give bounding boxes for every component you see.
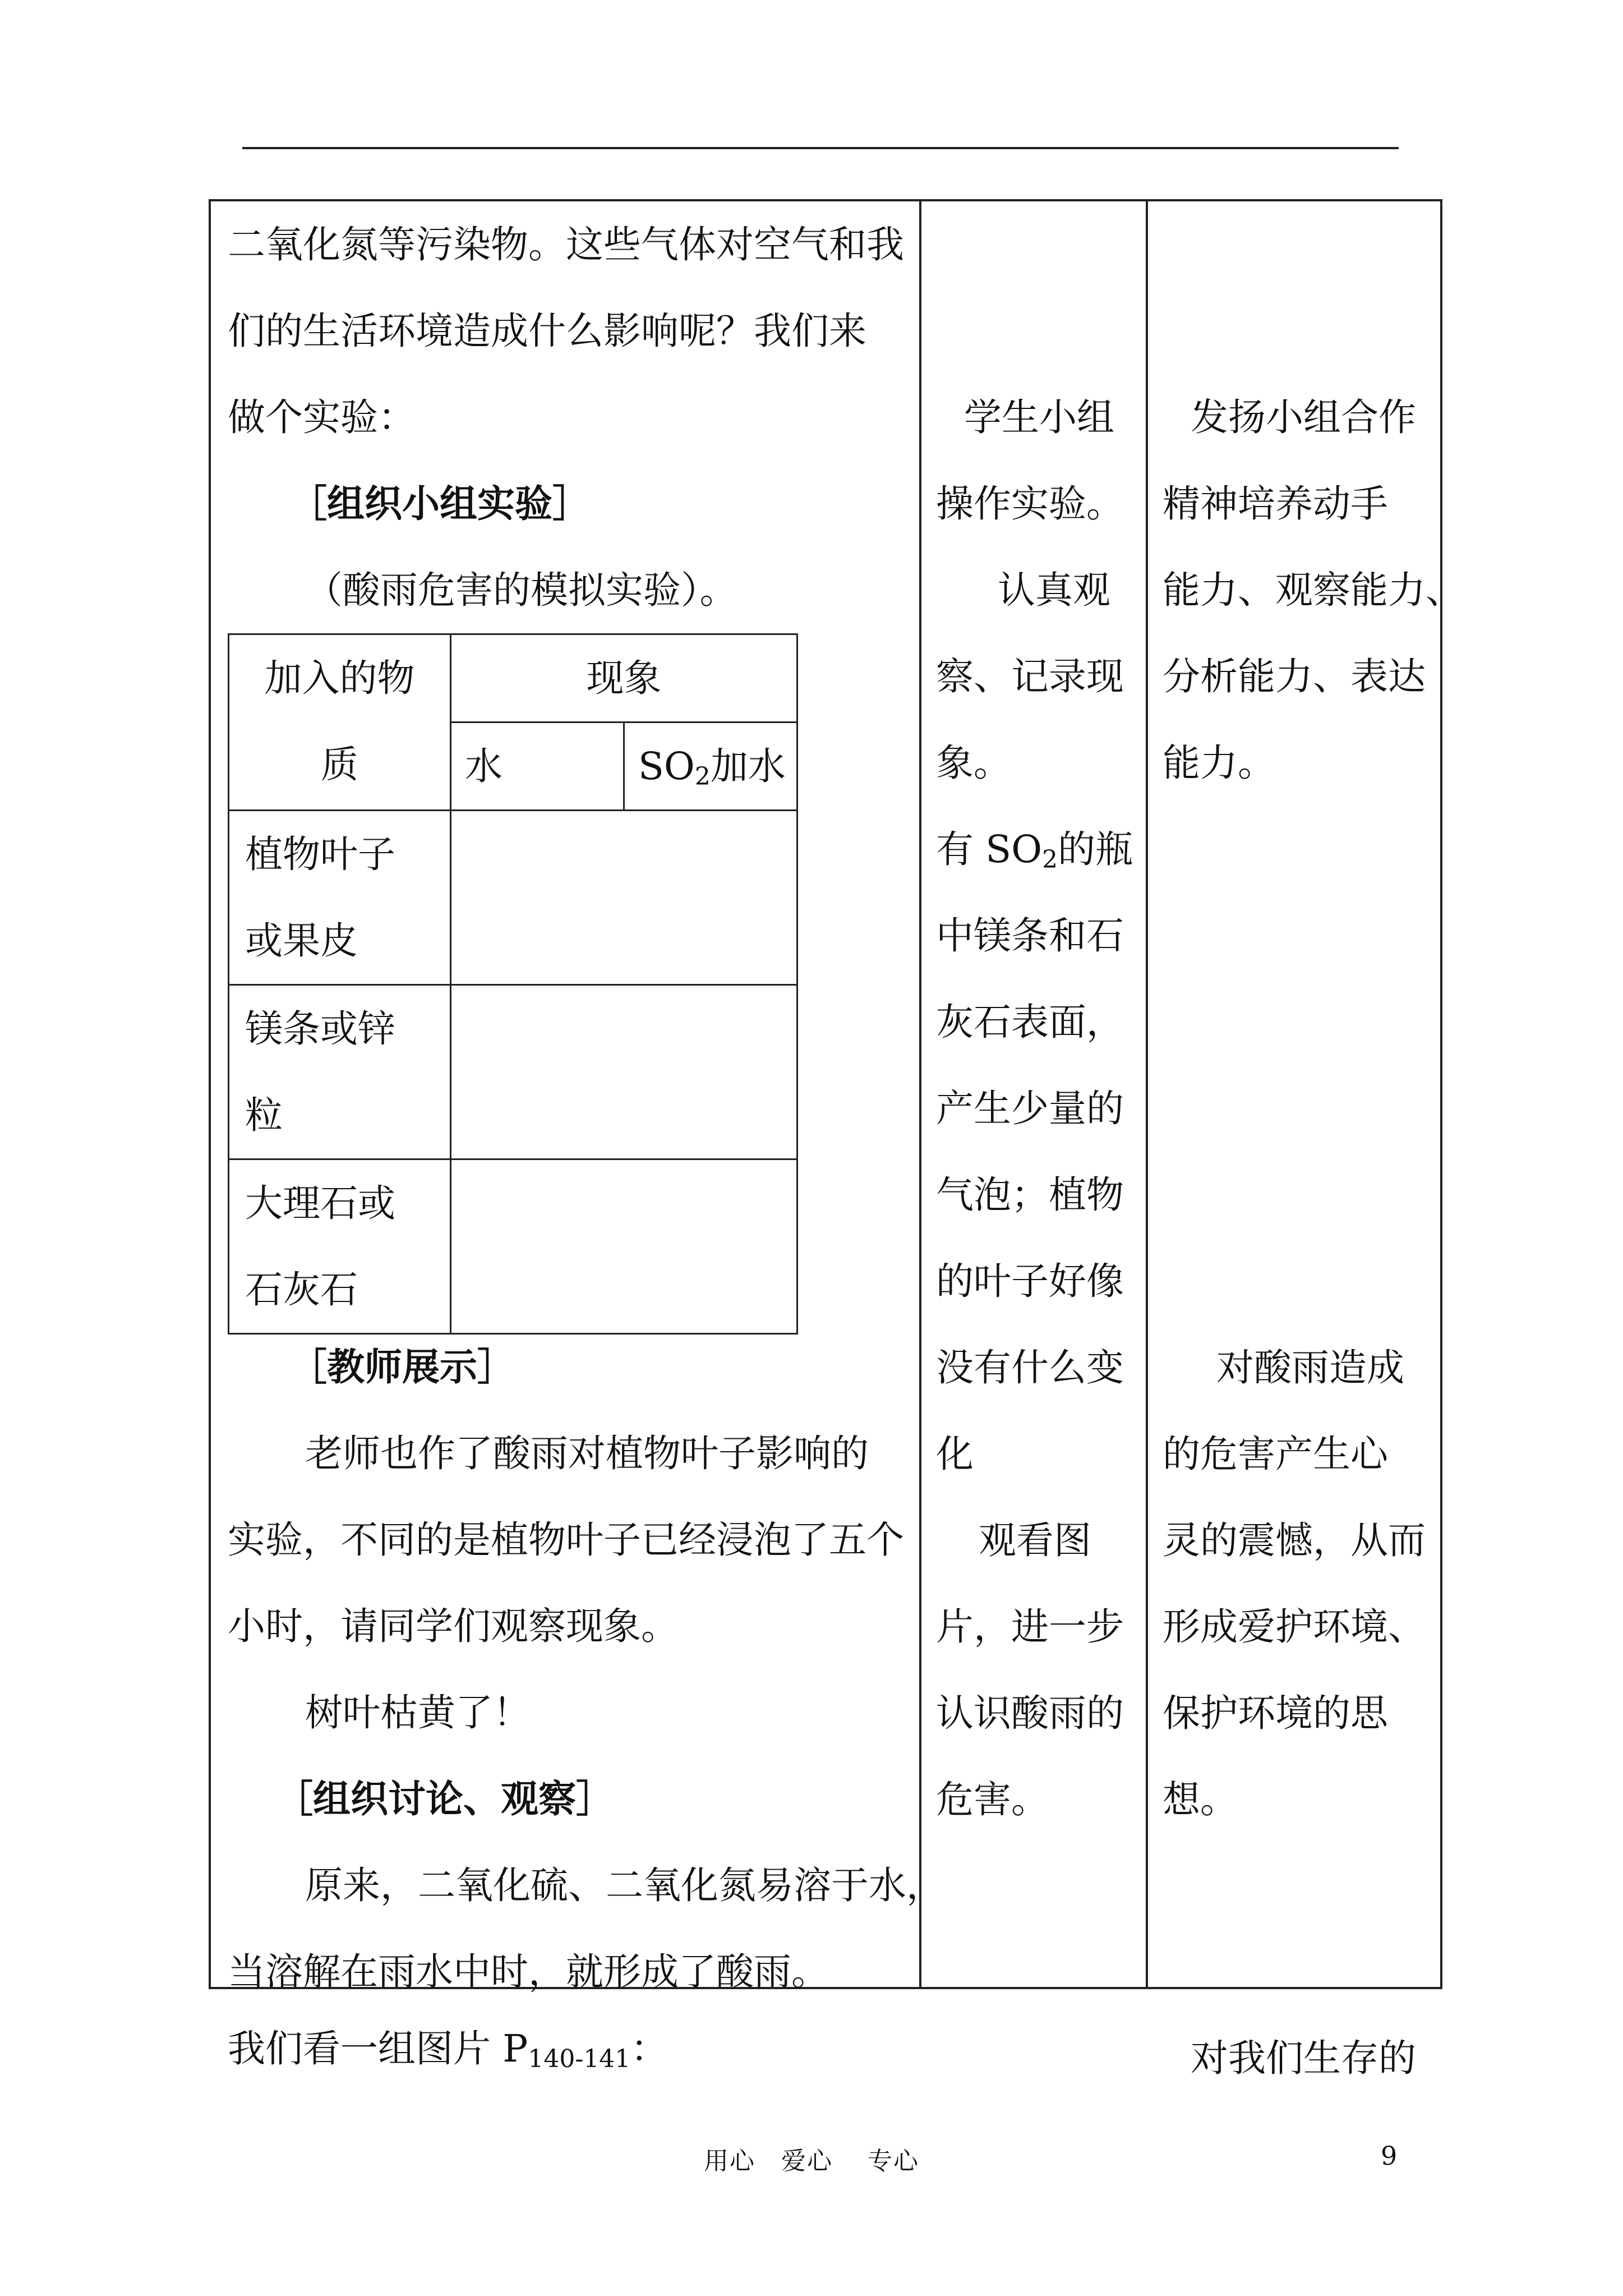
table-row-substance: 大理石或 石灰石 — [229, 1159, 451, 1334]
table-subheader-water: 水 — [451, 723, 624, 811]
left-line-after-8: 当溶解在雨水中时，就形成了酸雨。 — [228, 1950, 829, 1994]
mid-line: 危害。 — [936, 1778, 1049, 1821]
table-row-result — [451, 811, 797, 985]
left-line-after-5: 树叶枯黄了！ — [305, 1691, 531, 1734]
section-heading-discussion: ［组织讨论、观察］ — [275, 1777, 614, 1821]
mid-line: 认真观 — [998, 568, 1110, 612]
design-intent-cell — [1147, 200, 1463, 2080]
header-rule — [242, 147, 1399, 149]
left-last-line: 我们看一组图片 $P_{140-141}$： — [228, 2027, 668, 2073]
right-last-line: 对我们生存的 — [1191, 2036, 1416, 2080]
mid-line-so2: 有 $SO_2$的瓶 — [936, 827, 1133, 874]
mid-line: 察、记录现 — [936, 655, 1124, 698]
right-line: 能力。 — [1163, 741, 1275, 785]
right-line: 保护环境的思 — [1163, 1691, 1388, 1735]
right-line: 精神培养动手 — [1163, 482, 1388, 526]
right-line: 的危害产生心 — [1163, 1432, 1388, 1476]
table-row-substance: 植物叶子 或果皮 — [229, 811, 451, 985]
table-subheader-so2-water: $SO_2$加水 — [624, 723, 797, 811]
right-line: 发扬小组合作 — [1191, 395, 1416, 439]
left-line-1: 二氧化氮等污染物。这些气体对空气和我 — [228, 223, 904, 266]
table-header-phenomenon: 现象 — [451, 634, 797, 723]
left-line-after-4: 小时，请同学们观察现象。 — [228, 1604, 679, 1648]
mid-line: 象。 — [936, 741, 1011, 785]
left-line-2: 们的生活环境造成什么影响呢？我们来 — [228, 309, 866, 353]
lesson-plan-table — [209, 199, 1463, 2080]
experiment-subtitle: （酸雨危害的模拟实验）。 — [305, 568, 737, 612]
footer-motto: 用心 爱心 专心 — [704, 2147, 919, 2175]
mid-line: 片，进一步 — [936, 1605, 1124, 1649]
section-heading-teacher-demo: ［教师展示］ — [289, 1345, 515, 1389]
right-line: 形成爱护环境、 — [1163, 1605, 1426, 1649]
left-line-after-7: 原来，二氧化硫、二氧化氮易溶于水， — [305, 1864, 944, 1907]
table-row-result — [451, 1159, 797, 1334]
student-activity-cell — [920, 200, 1147, 1988]
left-line-after-2: 老师也作了酸雨对植物叶子影响的 — [305, 1432, 869, 1475]
left-line-after-3: 实验，不同的是植物叶子已经浸泡了五个 — [228, 1518, 904, 1562]
page-number: 9 — [1381, 2141, 1398, 2171]
mid-line: 操作实验。 — [936, 482, 1124, 526]
teacher-activity-cell — [210, 200, 944, 2073]
mid-line: 认识酸雨的 — [936, 1691, 1124, 1735]
mid-line: 产生少量的 — [936, 1087, 1124, 1130]
left-line-3: 做个实验： — [228, 395, 416, 439]
mid-line: 学生小组 — [964, 395, 1114, 439]
table-row-result — [451, 985, 797, 1159]
right-line: 分析能力、表达 — [1163, 655, 1426, 698]
mid-line: 化 — [936, 1432, 974, 1476]
mid-line: 的叶子好像 — [936, 1259, 1124, 1303]
mid-line: 中镁条和石 — [936, 914, 1124, 958]
table-row-substance: 镁条或锌 粒 — [229, 985, 451, 1159]
right-line: 想。 — [1163, 1778, 1238, 1821]
experiment-table — [228, 633, 798, 1335]
table-header-substance: 加入的物 质 — [229, 634, 451, 811]
mid-line: 没有什么变 — [936, 1346, 1124, 1389]
right-line: 灵的震憾，从而 — [1163, 1519, 1426, 1562]
mid-line: 灰石表面， — [936, 1000, 1124, 1044]
right-line: 对酸雨造成 — [1216, 1346, 1404, 1389]
right-line: 能力、观察能力、 — [1163, 568, 1463, 612]
mid-line: 气泡；植物 — [936, 1173, 1124, 1217]
section-heading-group-experiment: ［组织小组实验］ — [289, 481, 590, 526]
mid-line: 观看图 — [979, 1519, 1091, 1562]
